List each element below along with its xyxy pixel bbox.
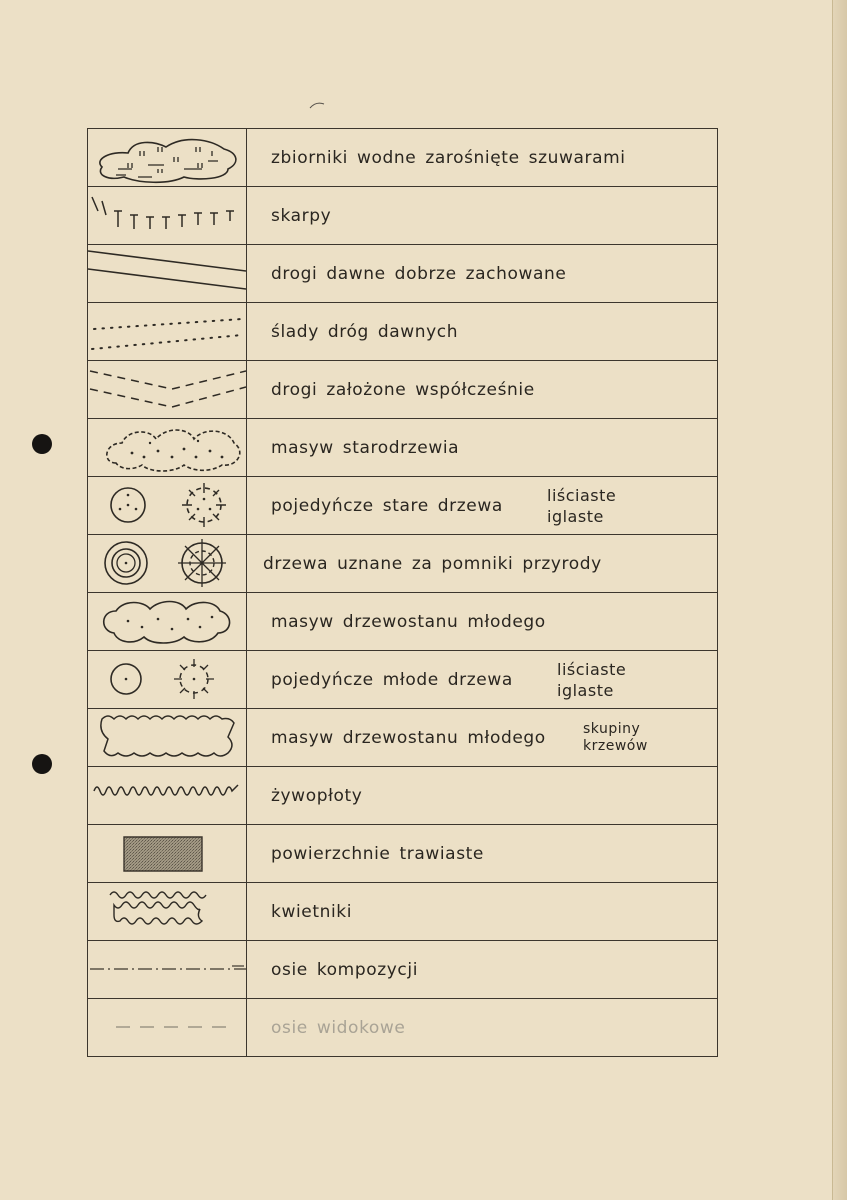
legend-row: [88, 477, 718, 535]
legend-description-cell: [247, 303, 718, 361]
shrub-label-line-1: skupiny: [583, 720, 641, 737]
legend-row: [88, 825, 718, 883]
legend-label: masyw starodrzewia: [271, 437, 460, 458]
legend-row: [88, 361, 718, 419]
legend-label: żywopłoty: [271, 785, 363, 806]
legend-symbol-cell: [88, 709, 247, 767]
legend-symbol-cell: [88, 303, 247, 361]
legend-row: [88, 245, 718, 303]
legend-label: pojedyńcze młode drzewa: [271, 669, 513, 690]
legend-symbol-cell: [88, 187, 247, 245]
legend-row: [88, 883, 718, 941]
legend-row: [88, 767, 718, 825]
legend-label: kwietniki: [271, 901, 353, 922]
legend-symbol-cell: [88, 129, 247, 187]
legend-description-cell: [247, 187, 718, 245]
legend-label: zbiorniki wodne zarośnięte szuwarami: [271, 147, 626, 168]
coniferous-label: iglaste: [557, 680, 614, 700]
legend-description-cell: [247, 941, 718, 999]
legend-symbol-cell: [88, 825, 247, 883]
legend-row: [88, 709, 718, 767]
composition-axis-symbol: [88, 941, 246, 998]
legend-description-cell: [247, 245, 718, 303]
old-road-preserved-symbol: [88, 245, 246, 302]
legend-symbol-cell: [88, 361, 247, 419]
reed-covered-pond-symbol: [88, 129, 246, 186]
shrub-group-labels: [583, 721, 648, 755]
legend-label: osie kompozycji: [271, 959, 419, 980]
legend-description-cell: [247, 999, 718, 1057]
old-tree-stand-symbol: [88, 419, 246, 476]
legend-description-cell: [247, 129, 718, 187]
deciduous-label: liściaste: [557, 659, 627, 679]
legend-symbol-cell: [88, 535, 247, 593]
legend-table: [87, 128, 718, 1057]
legend-symbol-cell: [88, 419, 247, 477]
legend-symbol-cell: [88, 883, 247, 941]
legend-row: [88, 419, 718, 477]
legend-description-cell: [247, 419, 718, 477]
legend-symbol-cell: [88, 651, 247, 709]
legend-row: [88, 999, 718, 1057]
hedge-symbol: [88, 767, 246, 824]
legend-row: [88, 303, 718, 361]
legend-symbol-cell: [88, 245, 247, 303]
legend-description-cell: [247, 651, 718, 709]
legend-row: [88, 187, 718, 245]
page-edge: [832, 0, 847, 1200]
pencil-mark: [308, 100, 328, 110]
legend-symbol-cell: [88, 767, 247, 825]
coniferous-label: iglaste: [547, 506, 604, 526]
legend-description-cell: [247, 477, 718, 535]
legend-label: osie widokowe: [271, 1017, 406, 1038]
legend-label: masyw drzewostanu młodego: [271, 611, 546, 632]
legend-row: [88, 941, 718, 999]
escarpment-symbol: [88, 187, 246, 244]
deciduous-label: liściaste: [547, 485, 617, 505]
legend-symbol-cell: [88, 941, 247, 999]
natural-monument-trees-symbol: [88, 535, 246, 592]
legend-description-cell: [247, 767, 718, 825]
tree-type-labels: [557, 659, 626, 701]
legend-description-cell: [247, 883, 718, 941]
single-young-trees-symbol: [88, 651, 246, 708]
tree-type-labels: [547, 485, 616, 527]
legend-description-cell: [247, 361, 718, 419]
legend-description-cell: [247, 535, 718, 593]
shrub-label-line-2: krzewów: [583, 737, 648, 754]
old-road-traces-symbol: [88, 303, 246, 360]
flowerbed-symbol: [88, 883, 246, 940]
legend-row: [88, 535, 718, 593]
modern-road-symbol: [88, 361, 246, 418]
shrub-groups-symbol: [88, 709, 246, 766]
legend-row: [88, 129, 718, 187]
punch-hole-bottom: [32, 754, 52, 774]
view-axis-symbol: [88, 999, 246, 1056]
legend-row: [88, 651, 718, 709]
legend-row: [88, 593, 718, 651]
legend-label: skarpy: [271, 205, 332, 226]
legend-label: drzewa uznane za pomniki przyrody: [263, 553, 602, 574]
young-stand-symbol: [88, 593, 246, 650]
legend-symbol-cell: [88, 593, 247, 651]
grass-area-symbol: [88, 825, 246, 882]
legend-label: pojedyńcze stare drzewa: [271, 495, 503, 516]
single-old-trees-symbol: [88, 477, 246, 534]
legend-label: drogi założone współcześnie: [271, 379, 535, 400]
legend-symbol-cell: [88, 477, 247, 535]
legend-label: drogi dawne dobrze zachowane: [271, 263, 567, 284]
legend-description-cell: [247, 593, 718, 651]
legend-label: ślady dróg dawnych: [271, 321, 459, 342]
legend-label: masyw drzewostanu młodego: [271, 727, 546, 748]
legend-description-cell: [247, 825, 718, 883]
punch-hole-top: [32, 434, 52, 454]
legend-label: powierzchnie trawiaste: [271, 843, 484, 864]
legend-symbol-cell: [88, 999, 247, 1057]
legend-description-cell: [247, 709, 718, 767]
